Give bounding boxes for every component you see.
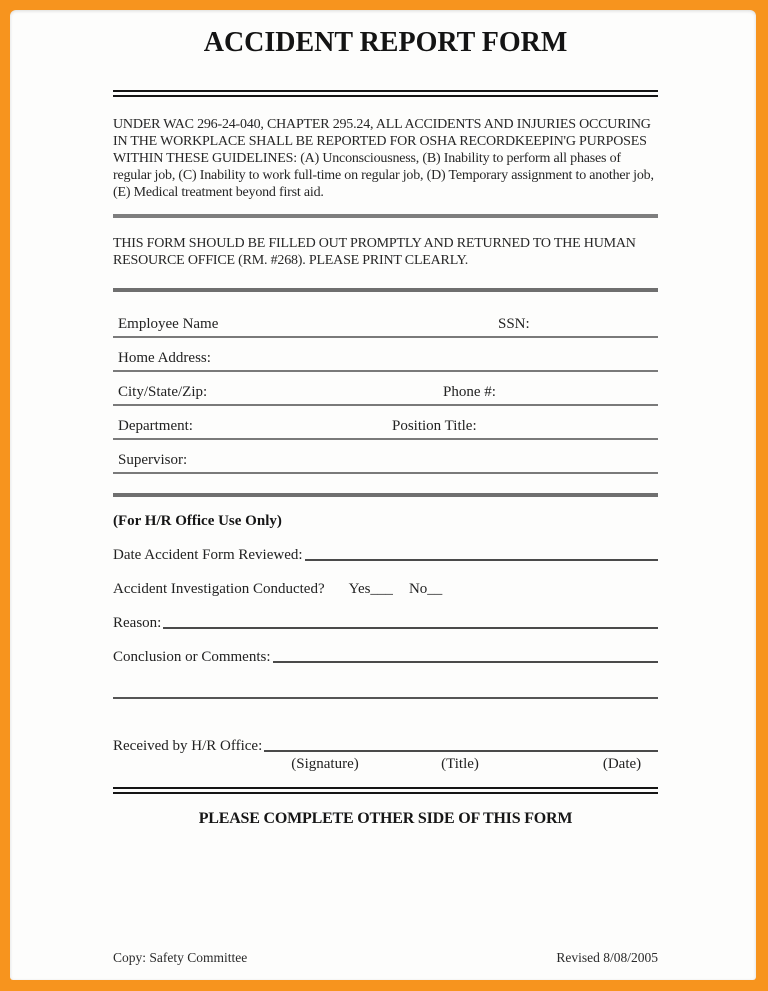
title-divider [113, 90, 658, 97]
title-caption: (Title) [441, 756, 479, 772]
city-state-zip-label: City/State/Zip: [118, 384, 208, 400]
conclusion-row [113, 646, 658, 666]
document-content [10, 26, 756, 828]
complete-other-side-note: PLEASE COMPLETE OTHER SIDE OF THIS FORM [198, 810, 573, 827]
page-title: ACCIDENT REPORT FORM [203, 27, 568, 58]
bottom-divider [113, 787, 658, 794]
reason-blank-line [163, 627, 658, 629]
section-divider-1 [113, 214, 658, 218]
employee-fields-section [113, 292, 658, 474]
date-caption: (Date) [602, 756, 642, 772]
employee-name-label: Employee Name [118, 316, 219, 332]
instructions-paragraph: THIS FORM SHOULD BE FILLED OUT PROMPTLY AND RETURNED TO THE HUMAN RESOURCE OFFICE (RM. #268). PLEASE PRINT CLEARLY. [113, 236, 636, 268]
date-reviewed-blank-line [305, 559, 658, 561]
investigation-label: Accident Investigation Conducted? [113, 581, 325, 597]
field-row-city-phone [113, 372, 658, 406]
received-by-row [113, 735, 658, 755]
investigation-row [113, 578, 658, 598]
signature-captions-row [113, 756, 658, 774]
received-by-blank-line [264, 750, 658, 752]
date-reviewed-row [113, 544, 658, 564]
field-row-home-address [113, 338, 658, 372]
date-reviewed-label: Date Accident Form Reviewed: [113, 547, 303, 563]
field-row-employee-ssn [113, 292, 658, 338]
conclusion-label: Conclusion or Comments: [113, 649, 271, 665]
home-address-label: Home Address: [118, 350, 211, 366]
conclusion-blank-line [273, 661, 659, 663]
phone-label: Phone #: [443, 384, 496, 400]
document-page [10, 10, 756, 980]
reason-label: Reason: [113, 615, 162, 631]
field-row-supervisor [113, 440, 658, 474]
hr-office-heading: (For H/R Office Use Only) [113, 513, 282, 529]
investigation-no-option: No__ [408, 581, 443, 597]
revised-note: Revised 8/08/2005 [556, 950, 658, 965]
reason-row [113, 612, 658, 632]
supervisor-label: Supervisor: [118, 452, 188, 468]
field-row-department-position [113, 406, 658, 440]
comments-continuation-line [113, 697, 658, 699]
ssn-label: SSN: [498, 316, 530, 332]
signature-caption: (Signature) [291, 756, 359, 772]
investigation-yes-option: Yes___ [348, 581, 393, 597]
position-title-label: Position Title: [392, 418, 477, 434]
received-by-label: Received by H/R Office: [113, 738, 263, 754]
copy-note: Copy: Safety Committee [113, 950, 248, 965]
section-divider-3 [113, 493, 658, 497]
department-label: Department: [118, 418, 193, 434]
osha-guidelines-paragraph: UNDER WAC 296-24-040, CHAPTER 295.24, ALL ACCIDENTS AND INJURIES OCCURING IN THE WORKPLACE SHALL BE REPORTED FOR OSHA RECORDKEEPIN'G PURPOSES WITHIN THESE GUIDELINES: (A) Unconsciousness, (B) Inability to perform all phases of regular job, (C) Inability to work full-time on regular job, (D) Temporary assignment to another job, (E) Medical treatment beyond first aid. [113, 117, 654, 200]
page-footer [113, 950, 658, 966]
